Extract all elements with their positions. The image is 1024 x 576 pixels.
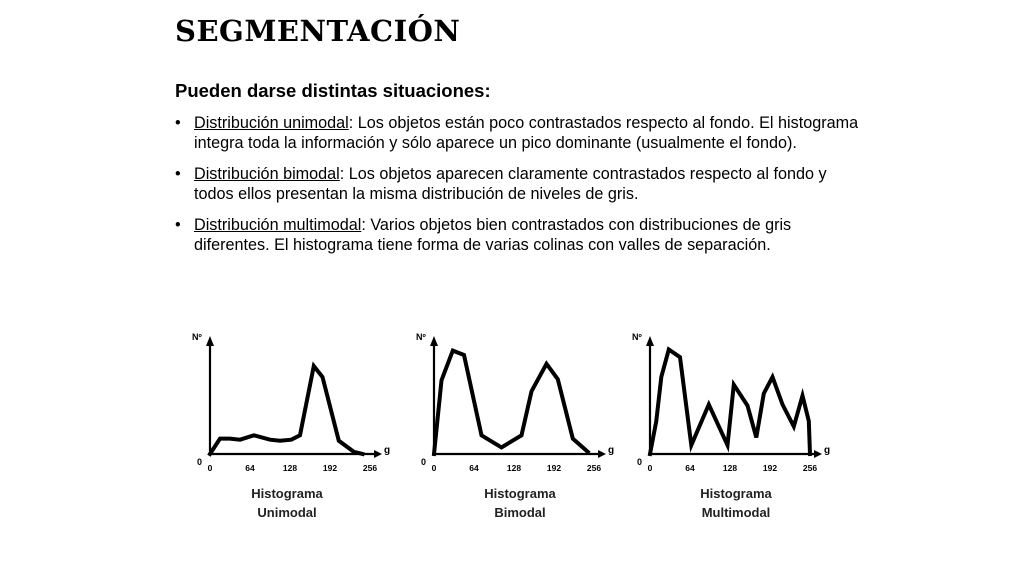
- origin-label: 0: [197, 457, 203, 467]
- histogram-multimodal-svg: [620, 330, 845, 480]
- bullet-dot: •: [175, 216, 181, 234]
- y-axis-label: Nº: [192, 332, 202, 342]
- histogram-bimodal-svg: [404, 330, 619, 480]
- x-tick-label: 128: [722, 463, 738, 473]
- x-tick-label: 256: [362, 463, 378, 473]
- bullet-dot: •: [175, 114, 181, 132]
- x-tick-label: 128: [282, 463, 298, 473]
- y-axis-arrow: [646, 336, 654, 346]
- x-axis-label: g: [824, 445, 831, 456]
- y-axis-arrow: [206, 336, 214, 346]
- bullet-text: : Varios objetos bien contrastados con distribuciones de gris diferentes. El histograma tiene forma de varias colinas con valles de separación.: [194, 216, 792, 254]
- bullet-term: Distribución unimodal: [194, 114, 349, 132]
- x-tick-label: 0: [647, 463, 653, 473]
- histogram-caption-line2: Unimodal: [257, 505, 317, 520]
- histogram-caption-line1: Histograma: [251, 486, 323, 501]
- x-axis-label: g: [384, 445, 391, 456]
- origin-label: 0: [421, 457, 427, 467]
- x-axis-arrow: [374, 450, 382, 458]
- bullet-item-bimodal: [175, 164, 865, 204]
- x-tick-label: 192: [322, 463, 338, 473]
- histogram-line: [210, 366, 363, 454]
- histogram-multimodal-caption: [656, 484, 816, 522]
- bullet-item-multimodal: [175, 215, 865, 255]
- histogram-caption-line2: Multimodal: [701, 505, 771, 520]
- bullet-text: : Los objetos aparecen claramente contrastados respecto al fondo y todos ellos presentan la misma distribución de niveles de gris.: [194, 165, 827, 203]
- x-axis-arrow: [814, 450, 822, 458]
- histogram-unimodal-caption: [207, 484, 367, 522]
- histogram-multimodal: [620, 330, 845, 485]
- histogram-bimodal-caption: [440, 484, 600, 522]
- x-tick-label: 64: [685, 463, 695, 473]
- y-axis-arrow: [430, 336, 438, 346]
- y-axis-label: Nº: [416, 332, 426, 342]
- bullet-text: : Los objetos están poco contrastados respecto al fondo. El histograma integra toda la información y sólo aparece un pico dominante (usualmente el fondo).: [194, 114, 859, 152]
- bullet-dot: •: [175, 165, 181, 183]
- x-axis-label: g: [608, 445, 615, 456]
- bullet-term: Distribución bimodal: [194, 165, 340, 183]
- histogram-caption-line1: Histograma: [700, 486, 772, 501]
- bullet-term: Distribución multimodal: [194, 216, 362, 234]
- slide-title: SEGMENTACIÓN: [175, 14, 461, 48]
- x-axis-arrow: [598, 450, 606, 458]
- x-tick-label: 192: [546, 463, 562, 473]
- bullet-list: [175, 113, 865, 266]
- histogram-caption-line1: Histograma: [484, 486, 556, 501]
- histogram-bimodal: [404, 330, 619, 485]
- y-axis-label: Nº: [632, 332, 642, 342]
- histogram-line: [650, 350, 810, 455]
- x-tick-label: 0: [207, 463, 213, 473]
- x-tick-label: 128: [506, 463, 522, 473]
- x-tick-label: 192: [762, 463, 778, 473]
- histogram-unimodal: [180, 330, 395, 485]
- x-tick-label: 256: [802, 463, 818, 473]
- x-tick-label: 256: [586, 463, 602, 473]
- bullet-item-unimodal: [175, 113, 865, 153]
- histogram-line: [434, 351, 588, 454]
- x-tick-label: 64: [245, 463, 255, 473]
- histogram-unimodal-svg: [180, 330, 395, 480]
- x-tick-label: 0: [431, 463, 437, 473]
- origin-label: 0: [637, 457, 643, 467]
- x-tick-label: 64: [469, 463, 479, 473]
- slide-subtitle: Pueden darse distintas situaciones:: [175, 80, 491, 101]
- histogram-caption-line2: Bimodal: [494, 505, 546, 520]
